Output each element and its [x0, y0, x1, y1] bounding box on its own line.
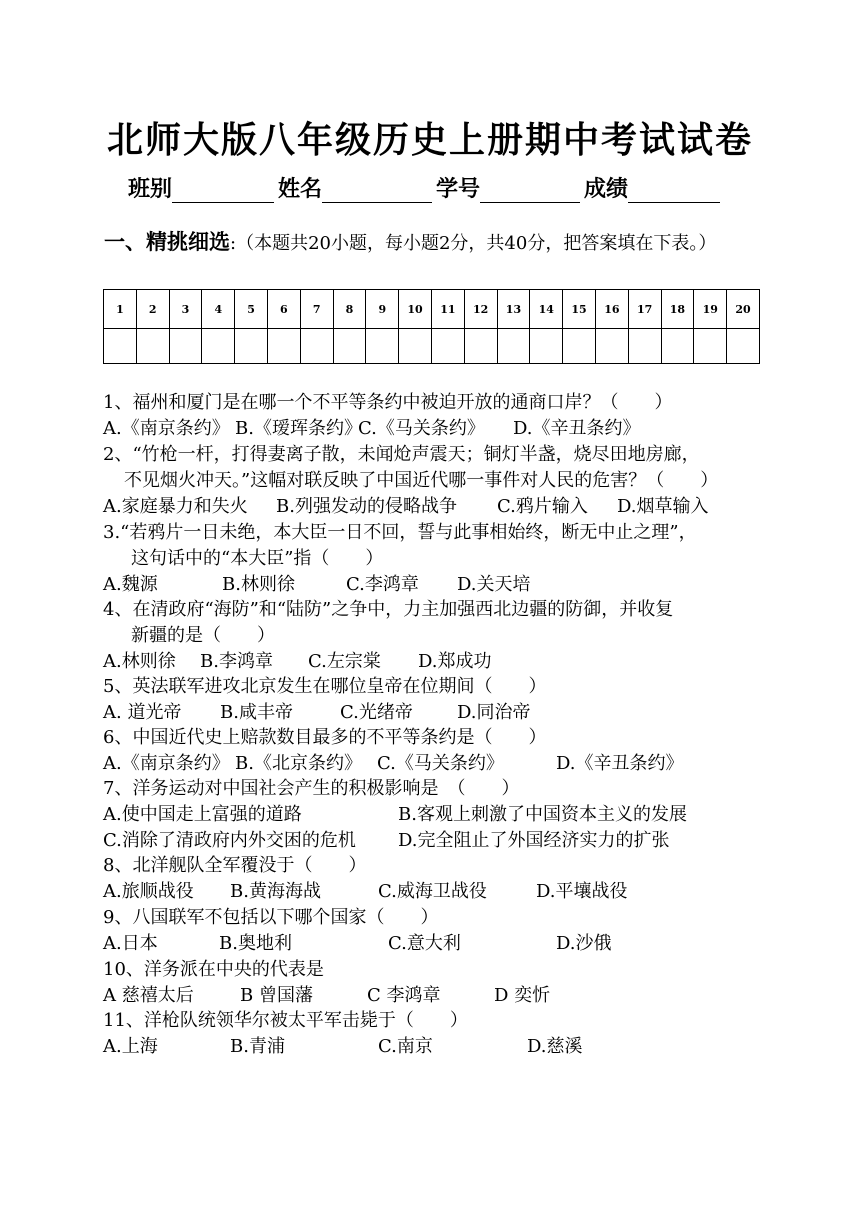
question-stem: 9、八国联军不包括以下哪个国家（ ）	[103, 907, 439, 928]
answer-option: D.完全阻止了外国经济实力的扩张	[398, 830, 670, 851]
name-blank[interactable]	[322, 180, 432, 203]
answer-option: C.李鸿章	[346, 574, 419, 595]
question-stem: 6、中国近代史上赔款数目最多的不平等条约是（ ）	[103, 727, 547, 748]
answer-option: D.《辛丑条约》	[556, 753, 684, 774]
question-stem: 1、福州和厦门是在哪一个不平等条约中被迫开放的通商口岸？（ ）	[103, 392, 673, 413]
answer-option: C.威海卫战役	[378, 881, 487, 902]
question-stem: 新疆的是（ ）	[131, 625, 275, 646]
section-note: :（本题共20小题，每小题2分，共40分，把答案填在下表。）	[230, 233, 717, 254]
answer-option: A.《南京条约》	[103, 418, 230, 439]
answer-option: C.《马关条约》	[358, 418, 485, 439]
answer-box-cell[interactable]	[727, 329, 760, 364]
answer-option: B 曾国藩	[240, 985, 313, 1006]
answer-number-cell: 9	[366, 290, 399, 329]
answer-number-cell: 16	[595, 290, 628, 329]
answer-option: B.客观上刺激了中国资本主义的发展	[398, 804, 687, 825]
question-stem: 8、北洋舰队全军覆没于（ ）	[103, 855, 367, 876]
answer-option: A.上海	[103, 1036, 158, 1057]
answer-option: D.同治帝	[457, 702, 531, 723]
answer-option: B.《瑷珲条约》	[235, 418, 362, 439]
class-blank[interactable]	[172, 180, 274, 203]
answer-option: B.《北京条约》	[235, 753, 362, 774]
answer-option: A.《南京条约》	[103, 753, 230, 774]
answer-table	[103, 289, 760, 364]
id-blank[interactable]	[480, 180, 580, 203]
class-label: 班别	[128, 176, 173, 202]
question-stem: 不见烟火冲天。”这幅对联反映了中国近代哪一事件对人民的危害？（ ）	[124, 470, 719, 491]
score-label: 成绩	[584, 176, 629, 202]
answer-box-cell[interactable]	[464, 329, 497, 364]
exam-title: 北师大版八年级历史上册期中考试试卷	[106, 119, 753, 161]
answer-option: C.消除了清政府内外交困的危机	[103, 830, 356, 851]
answer-option: D.《辛丑条约》	[513, 418, 641, 439]
answer-option: B.列强发动的侵略战争	[276, 496, 457, 517]
answer-option: C.《马关条约》	[377, 753, 504, 774]
answer-number-row	[104, 290, 760, 329]
answer-option: B.林则徐	[222, 574, 295, 595]
answer-option: D 奕忻	[494, 985, 551, 1006]
answer-number-cell: 7	[300, 290, 333, 329]
section-heading: 一、精挑细选	[104, 229, 230, 254]
id-label: 学号	[436, 176, 481, 202]
answer-option: D.沙俄	[556, 933, 612, 954]
answer-option: A.林则徐	[103, 651, 176, 672]
answer-number-cell: 19	[694, 290, 727, 329]
answer-box-cell[interactable]	[300, 329, 333, 364]
answer-box-cell[interactable]	[104, 329, 137, 364]
answer-option: C.左宗棠	[308, 651, 381, 672]
name-label: 姓名	[278, 176, 323, 202]
answer-box-cell[interactable]	[497, 329, 530, 364]
answer-box-cell[interactable]	[399, 329, 432, 364]
answer-box-cell[interactable]	[235, 329, 268, 364]
question-stem: 5、英法联军进攻北京发生在哪位皇帝在位期间（ ）	[103, 676, 547, 697]
answer-number-cell: 8	[333, 290, 366, 329]
score-blank[interactable]	[628, 180, 720, 203]
answer-option: C.鸦片输入	[497, 496, 588, 517]
section-header	[104, 226, 716, 256]
answer-box-cell[interactable]	[366, 329, 399, 364]
question-stem: 10、洋务派在中央的代表是	[103, 959, 324, 980]
question-stem: 3.“若鸦片一日未绝，本大臣一日不回，誓与此事相始终，断无中止之理”，	[103, 522, 697, 543]
question-stem: 4、在清政府“海防”和“陆防”之争中，力主加强西北边疆的防御，并收复	[103, 599, 674, 620]
answer-number-cell: 10	[399, 290, 432, 329]
answer-number-cell: 14	[530, 290, 563, 329]
answer-number-cell: 1	[104, 290, 137, 329]
answer-option: A.魏源	[103, 574, 158, 595]
answer-option: C.南京	[378, 1036, 433, 1057]
answer-option: D.烟草输入	[617, 496, 709, 517]
answer-number-cell: 12	[464, 290, 497, 329]
answer-option: A.日本	[103, 933, 158, 954]
answer-number-cell: 15	[563, 290, 596, 329]
answer-option: C 李鸿章	[367, 985, 441, 1006]
answer-box-cell[interactable]	[661, 329, 694, 364]
answer-box-cell[interactable]	[530, 329, 563, 364]
answer-option: B.奥地利	[219, 933, 292, 954]
question-stem: 11、洋枪队统领华尔被太平军击毙于（ ）	[103, 1010, 468, 1031]
answer-box-cell[interactable]	[563, 329, 596, 364]
answer-box-row	[104, 329, 760, 364]
student-info-row	[128, 172, 724, 203]
answer-number-cell: 20	[727, 290, 760, 329]
answer-number-cell: 6	[267, 290, 300, 329]
answer-box-cell[interactable]	[694, 329, 727, 364]
answer-box-cell[interactable]	[595, 329, 628, 364]
answer-option: D.关天培	[457, 574, 531, 595]
answer-number-cell: 18	[661, 290, 694, 329]
answer-option: D.平壤战役	[536, 881, 628, 902]
answer-box-cell[interactable]	[628, 329, 661, 364]
answer-number-cell: 11	[431, 290, 464, 329]
question-stem: 这句话中的“本大臣”指（ ）	[131, 548, 384, 569]
answer-box-cell[interactable]	[267, 329, 300, 364]
answer-box-cell[interactable]	[202, 329, 235, 364]
answer-number-cell: 3	[169, 290, 202, 329]
answer-box-cell[interactable]	[169, 329, 202, 364]
answer-option: A.使中国走上富强的道路	[103, 804, 302, 825]
answer-option: A 慈禧太后	[103, 985, 194, 1006]
answer-option: B.咸丰帝	[220, 702, 293, 723]
answer-number-cell: 13	[497, 290, 530, 329]
answer-option: A.旅顺战役	[103, 881, 194, 902]
answer-option: C.意大利	[388, 933, 461, 954]
answer-number-cell: 5	[235, 290, 268, 329]
answer-option: C.光绪帝	[340, 702, 413, 723]
answer-option: B.青浦	[230, 1036, 285, 1057]
answer-box-cell[interactable]	[333, 329, 366, 364]
answer-option: A.家庭暴力和失火	[103, 496, 248, 517]
question-stem: 7、洋务运动对中国社会产生的积极影响是 （ ）	[103, 778, 520, 799]
answer-number-cell: 2	[136, 290, 169, 329]
answer-option: B.黄海海战	[230, 881, 321, 902]
answer-number-cell: 17	[628, 290, 661, 329]
answer-number-cell: 4	[202, 290, 235, 329]
question-stem: 2、“竹枪一杆，打得妻离子散，未闻炝声震天；铜灯半盏，烧尽田地房廊，	[103, 444, 700, 465]
answer-box-cell[interactable]	[136, 329, 169, 364]
answer-option: D.郑成功	[418, 651, 492, 672]
answer-option: D.慈溪	[527, 1036, 583, 1057]
answer-option: A. 道光帝	[103, 702, 182, 723]
answer-option: B.李鸿章	[200, 651, 273, 672]
answer-box-cell[interactable]	[431, 329, 464, 364]
